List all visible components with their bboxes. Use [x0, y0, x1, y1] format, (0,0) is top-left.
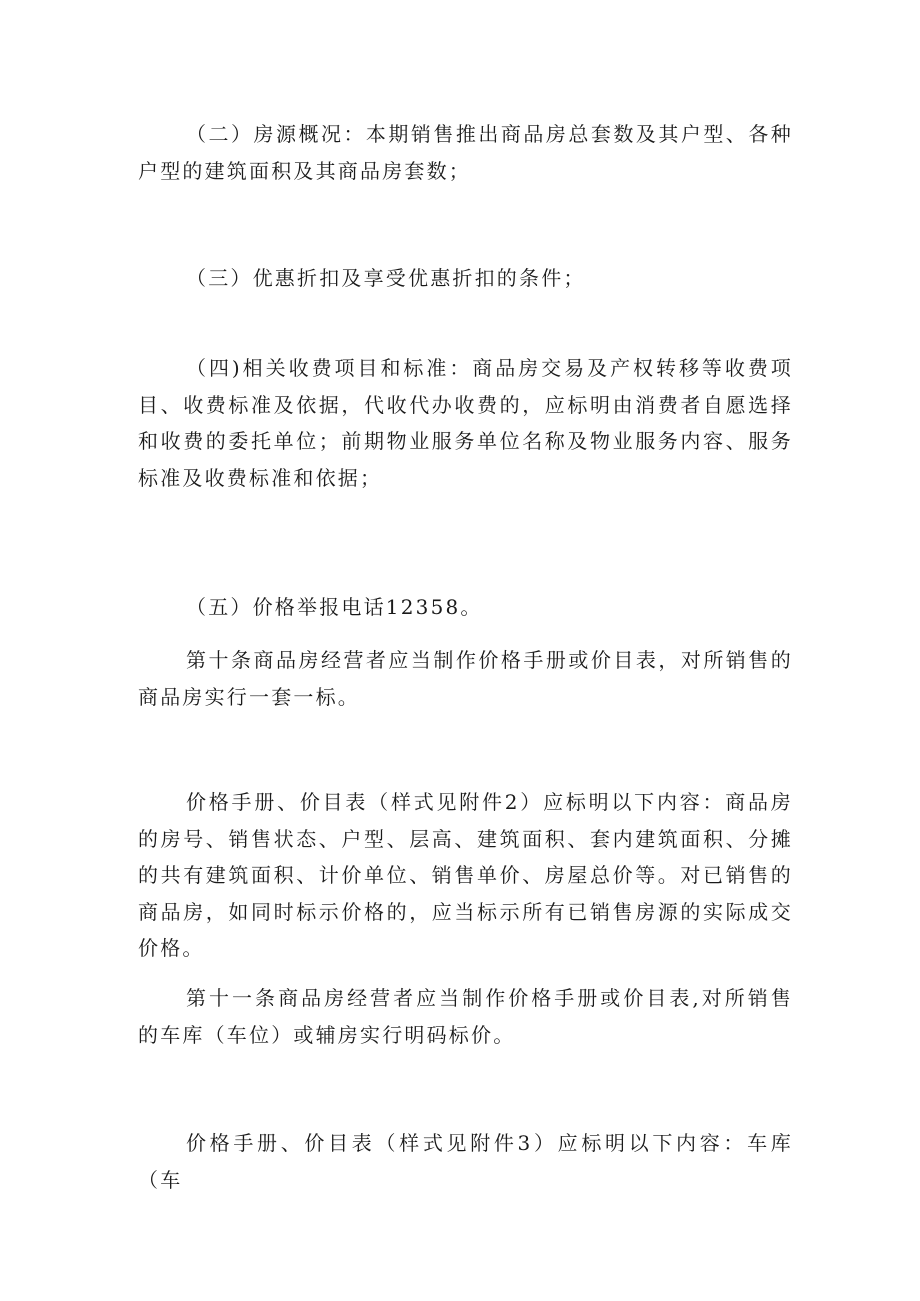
paragraph-fee-items: （四)相关收费项目和标准：商品房交易及产权转移等收费项目、收费标准及依据，代收代办收费的，应标明由消费者自愿选择和收费的委托单位；前期物业服务单位名称及物业服务内容、服务标准及收费标准和依据； — [138, 356, 793, 490]
paragraph-price-list-contents: 价格手册、价目表（样式见附件2）应标明以下内容：商品房的房号、销售状态、户型、层高、建筑面积、套内建筑面积、分摊的共有建筑面积、计价单位、销售单价、房屋总价等。对已销售的商品房，如同时标示价格的，应当标示所有已销售房源的实际成交价格。 — [138, 790, 793, 960]
paragraph-article-10: 第十条商品房经营者应当制作价格手册或价目表，对所销售的商品房实行一套一标。 — [138, 648, 793, 709]
paragraph-article-11: 第十一条商品房经营者应当制作价格手册或价目表,对所销售的车库（车位）或辅房实行明码标价。 — [138, 986, 793, 1047]
paragraph-house-overview: （二）房源概况：本期销售推出商品房总套数及其户型、各种户型的建筑面积及其商品房套数； — [138, 122, 793, 183]
paragraph-discount-conditions: （三）优惠折扣及享受优惠折扣的条件； — [186, 266, 586, 290]
paragraph-report-hotline: （五）价格举报电话12358。 — [186, 595, 483, 619]
paragraph-garage-price-list: 价格手册、价目表（样式见附件3）应标明以下内容：车库（车 — [138, 1131, 793, 1192]
